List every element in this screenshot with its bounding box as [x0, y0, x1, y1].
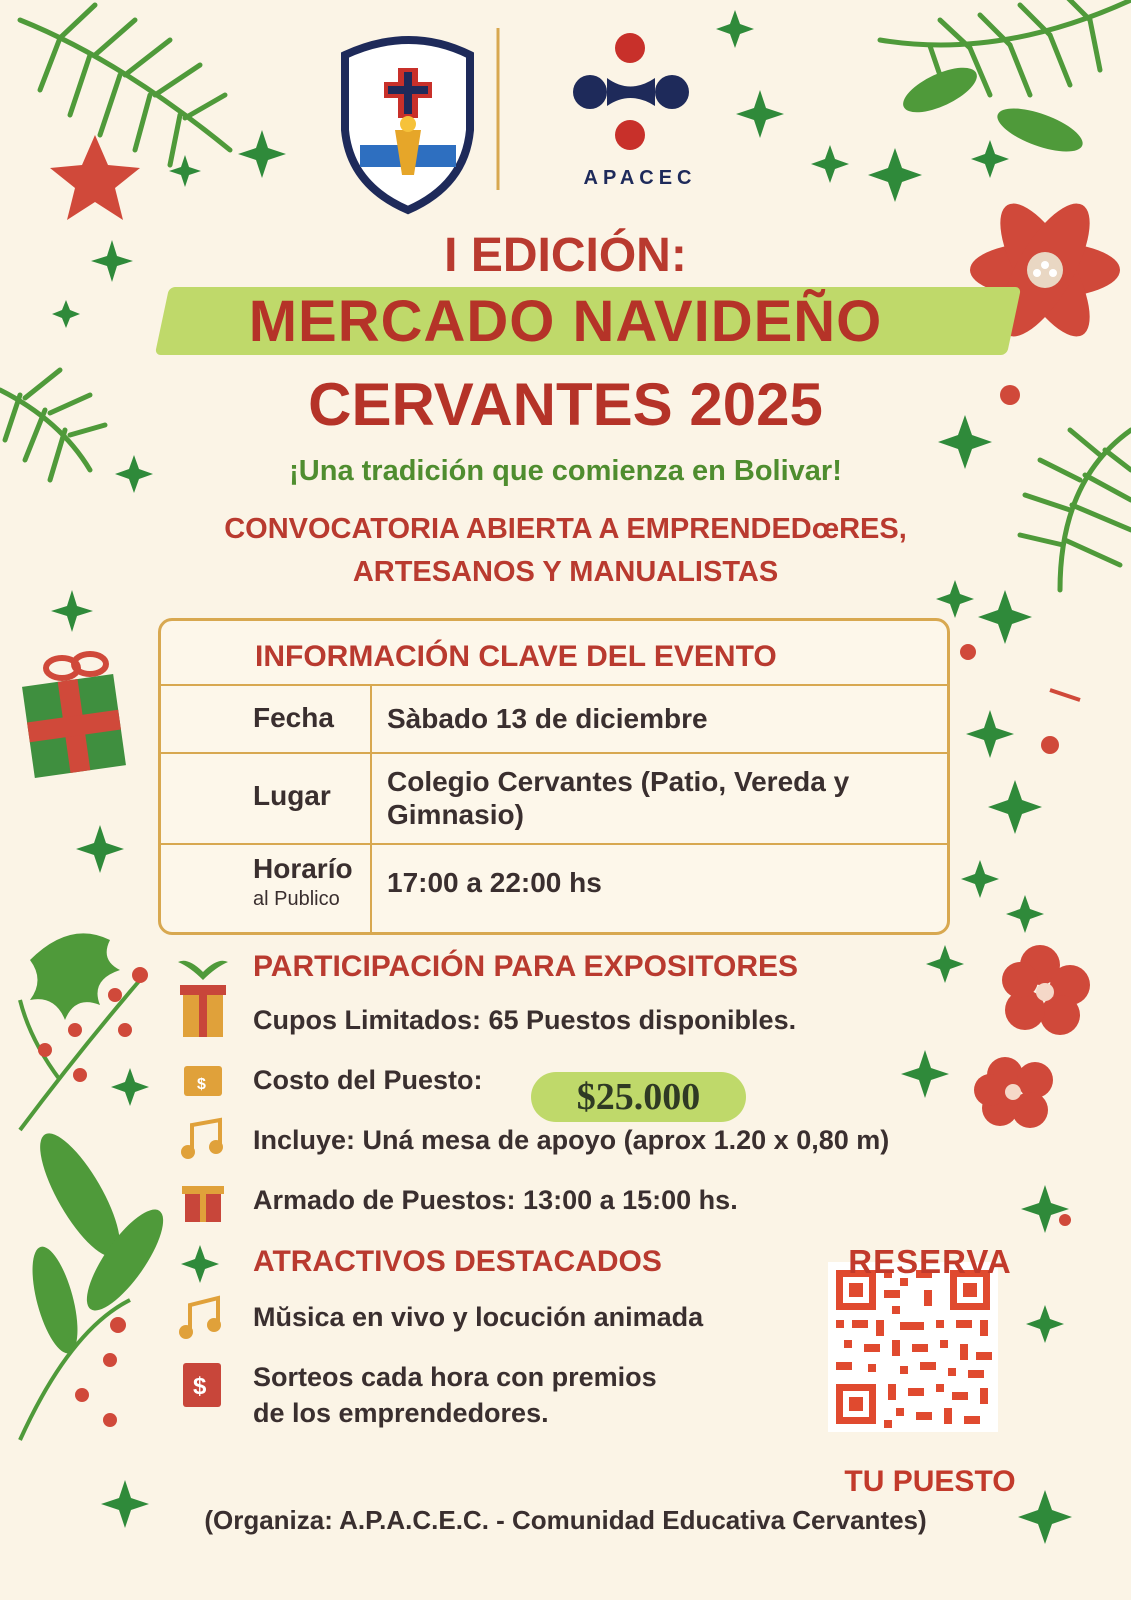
- red-flower-right-2-icon: [974, 1057, 1053, 1128]
- info-row-label-place: Lugar: [253, 780, 331, 811]
- cost-label: Costo del Puesto:: [253, 1065, 483, 1095]
- gift-small-icon: [182, 1186, 224, 1222]
- gift-box-icon: [22, 654, 126, 778]
- info-row-label-hours: Horarío: [253, 853, 353, 884]
- apacec-logo-icon: [573, 33, 689, 150]
- apacec-logo-label: APACEC: [583, 167, 697, 189]
- participation-heading: PARTICIPACIÓN PARA EXPOSITORES: [253, 950, 799, 983]
- qr-code-icon: [828, 1262, 998, 1432]
- call-line-1: CONVOCATORIA ABIERTA A EMPRENDEDœRES,: [224, 513, 907, 545]
- call-line-2: ARTESANOS Y MANUALISTAS: [352, 556, 779, 588]
- info-row-value-date: Sàbado 13 de diciembre: [387, 703, 708, 734]
- raffle-text-line1: Sorteos cada hora con premios: [253, 1362, 657, 1392]
- oak-leaf-icon: [30, 933, 120, 1020]
- main-title-line2: CERVANTES 2025: [308, 371, 823, 438]
- fir-branch-top-left-icon: [20, 5, 230, 165]
- red-star-icon: [50, 135, 140, 220]
- music-text: Mŭsica en vivo y locución animada: [253, 1302, 704, 1332]
- info-row-value-hours: 17:00 a 22:00 hs: [387, 867, 602, 898]
- music-note-icon: [181, 1120, 223, 1159]
- svg-text:$: $: [197, 1076, 206, 1093]
- main-title-line1: MERCADO NAVIDEÑO: [248, 289, 883, 354]
- school-shield-logo: [345, 40, 470, 210]
- berries-bottom-left-icon: [75, 1317, 126, 1427]
- info-heading: INFORMACIÓN CLAVE DEL EVENTO: [255, 640, 777, 673]
- tagline: ¡Una tradición que comienza en Bolivar!: [289, 455, 842, 487]
- red-flower-right-icon: [1002, 945, 1090, 1035]
- qr-label-top: RESERVA: [848, 1243, 1012, 1280]
- fir-branch-top-right-icon: [880, 0, 1131, 95]
- info-divider-2: [160, 843, 948, 845]
- twig-icon: [1050, 690, 1080, 700]
- leaf-cluster-right-icon: [897, 59, 1088, 161]
- price-value: $25.000: [576, 1076, 701, 1118]
- raffle-text-line2: de los emprendedores.: [253, 1398, 549, 1428]
- large-leaves-left-icon: [20, 1123, 176, 1440]
- info-row-label-date: Fecha: [253, 702, 334, 733]
- raffle-money-icon: [183, 1363, 221, 1407]
- highlights-heading: ATRACTIVOS DESTACADOS: [253, 1245, 662, 1278]
- info-divider-top: [160, 684, 948, 686]
- svg-text:$: $: [193, 1373, 207, 1400]
- music-note-2-icon: [179, 1298, 221, 1339]
- gift-plant-icon: [178, 961, 228, 1037]
- info-row-sublabel-hours: al Publico: [253, 888, 340, 910]
- info-row-value-place: Colegio Cervantes (Patio, Vereda y Gimnasio): [387, 766, 850, 830]
- spots-text: Cupos Limitados: 65 Puestos disponibles.: [253, 1005, 797, 1035]
- qr-label-bottom: TU PUESTO: [844, 1465, 1016, 1498]
- organizer-footer: (Organiza: A.P.A.C.E.C. - Comunidad Educativa Cervantes): [204, 1505, 927, 1535]
- setup-text: Armado de Puestos: 13:00 a 15:00 hs.: [253, 1185, 738, 1215]
- edition-title: I EDICIÓN:: [444, 229, 687, 282]
- info-divider-1: [160, 752, 948, 754]
- money-icon: [184, 1066, 222, 1096]
- info-column-divider: [370, 684, 372, 934]
- includes-text: Incluye: Uná mesa de apoyo (aprox 1.20 x 0,80 m): [253, 1125, 890, 1155]
